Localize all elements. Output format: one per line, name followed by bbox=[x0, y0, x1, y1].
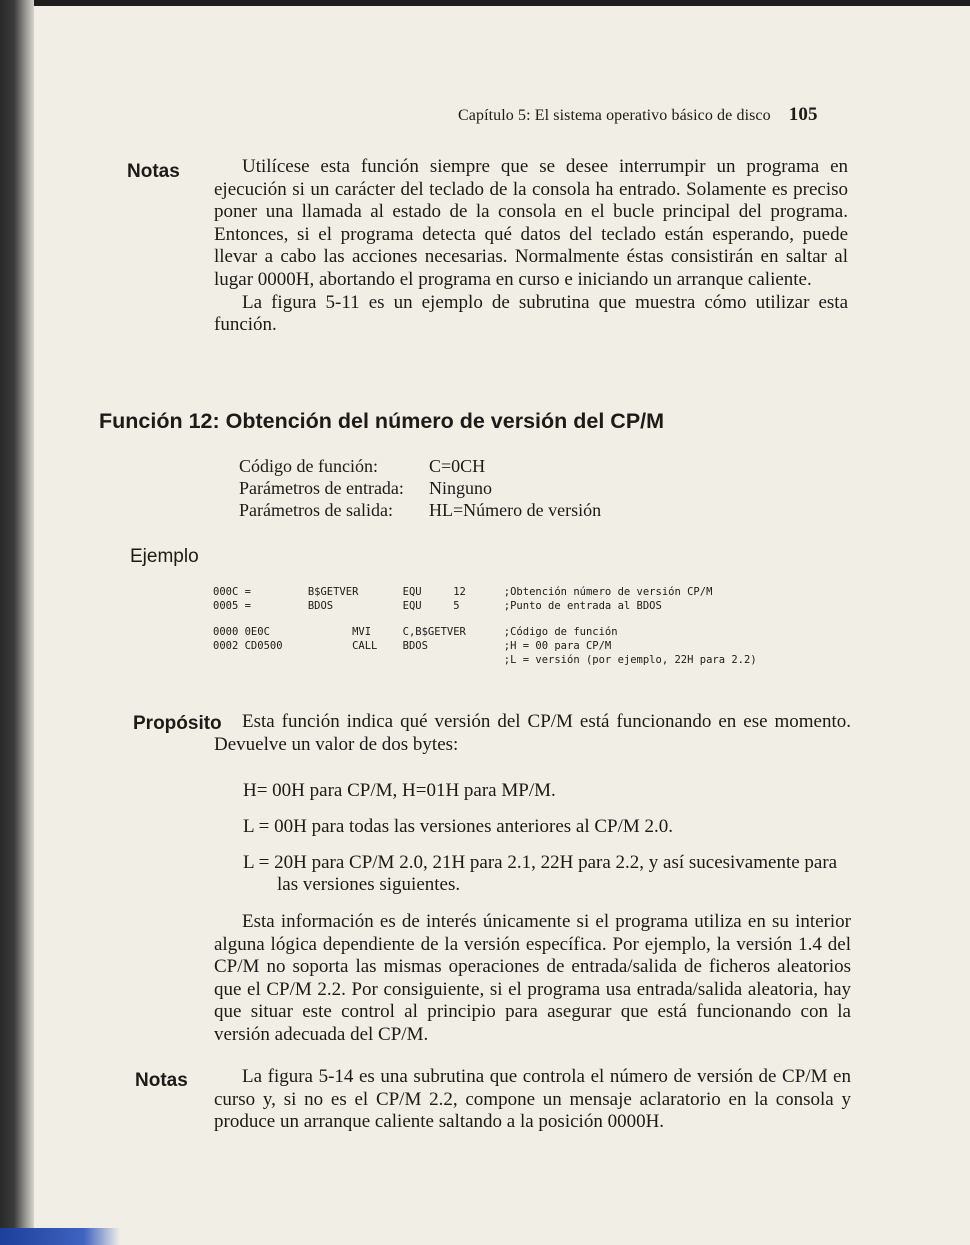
page-number: 105 bbox=[788, 104, 818, 125]
chapter-title: Capítulo 5: El sistema operativo básico de disco bbox=[458, 107, 771, 124]
notes-paragraph: La figura 5-11 es un ejemplo de subrutina que muestra cómo utilizar esta función. bbox=[214, 291, 848, 336]
parameter-label: Parámetros de salida: bbox=[239, 500, 393, 520]
purpose-paragraph: Esta función indica qué versión del CP/M está funcionando en ese momento. Devuelve un valor de dos bytes: bbox=[214, 711, 851, 755]
parameter-row bbox=[239, 499, 601, 521]
spine-blue-mark bbox=[0, 1228, 120, 1245]
code-line: 000C = B$GETVER EQU 12 ;Obtención número de versión CP/M bbox=[213, 586, 713, 598]
function-heading: Función 12: Obtención del número de versión del CP/M bbox=[99, 409, 665, 433]
value-item: L = 00H para todas las versiones anteriores al CP/M 2.0. bbox=[243, 816, 674, 837]
parameter-value: Ninguno bbox=[429, 478, 492, 498]
notes-paragraph: La figura 5-14 es una subrutina que controla el número de versión de CP/M en curso y, si no es el CP/M 2.2, compone un mensaje aclaratorio en la consola y produce un arranque caliente saltando a la posición 0000H. bbox=[214, 1066, 851, 1133]
code-line: ;L = versión (por ejemplo, 22H para 2.2) bbox=[213, 654, 757, 666]
parameter-row bbox=[239, 455, 601, 477]
running-header bbox=[458, 104, 858, 126]
purpose-body bbox=[214, 911, 851, 1047]
parameter-label: Parámetros de entrada: bbox=[239, 478, 404, 498]
book-spine-shadow bbox=[0, 0, 34, 1245]
notes-body-2 bbox=[214, 1066, 851, 1134]
notes-paragraph: Utilícese esta función siempre que se desee interrumpir un programa en ejecución si un carácter del teclado de la consola ha entrado. Solamente es preciso poner una llamada al estado de la consola en el bucle principal del programa. Entonces, si el programa detecta qué datos del teclado están esperando, puede llevar a cabo las acciones necesarias. Normalmente éstas consistirán en saltar al lugar 0000H, abortando el programa en curso e iniciando un arranque caliente. bbox=[214, 156, 848, 290]
notes-label: Notas bbox=[127, 161, 180, 182]
purpose-label: Propósito bbox=[133, 713, 222, 734]
purpose-value-list bbox=[243, 780, 843, 896]
parameter-table bbox=[239, 455, 601, 521]
code-line: 0000 0E0C MVI C,B$GETVER ;Código de función bbox=[213, 626, 618, 638]
parameter-row bbox=[239, 477, 601, 499]
value-item: L = 20H para CP/M 2.0, 21H para 2.1, 22H para 2.2, y así sucesivamente para las versiones siguientes. bbox=[243, 852, 838, 895]
purpose-paragraph: Esta información es de interés únicamente si el programa utiliza en su interior alguna lógica dependiente de la versión específica. Por ejemplo, la versión 1.4 del CP/M no soporta las mismas operaciones de entrada/salida de ficheros aleatorios que el CP/M 2.2. Por consiguiente, si el programa usa entrada/salida aleatoria, hay que situar este control al principio para asegurar que está funcionando con la versión adecuada del CP/M. bbox=[214, 911, 851, 1045]
code-line: 0005 = BDOS EQU 5 ;Punto de entrada al BDOS bbox=[213, 600, 662, 612]
example-label: Ejemplo bbox=[130, 546, 199, 567]
code-listing bbox=[213, 586, 863, 676]
notes-label-2: Notas bbox=[135, 1070, 188, 1091]
page-top-edge bbox=[0, 0, 970, 6]
value-item: H= 00H para CP/M, H=01H para MP/M. bbox=[243, 780, 556, 801]
parameter-value: C=0CH bbox=[429, 456, 486, 476]
parameter-value: HL=Número de versión bbox=[429, 500, 602, 520]
purpose-intro bbox=[214, 711, 851, 756]
code-line: 0002 CD0500 CALL BDOS ;H = 00 para CP/M bbox=[213, 640, 612, 652]
notes-body bbox=[214, 156, 848, 337]
parameter-label: Código de función: bbox=[239, 456, 378, 476]
